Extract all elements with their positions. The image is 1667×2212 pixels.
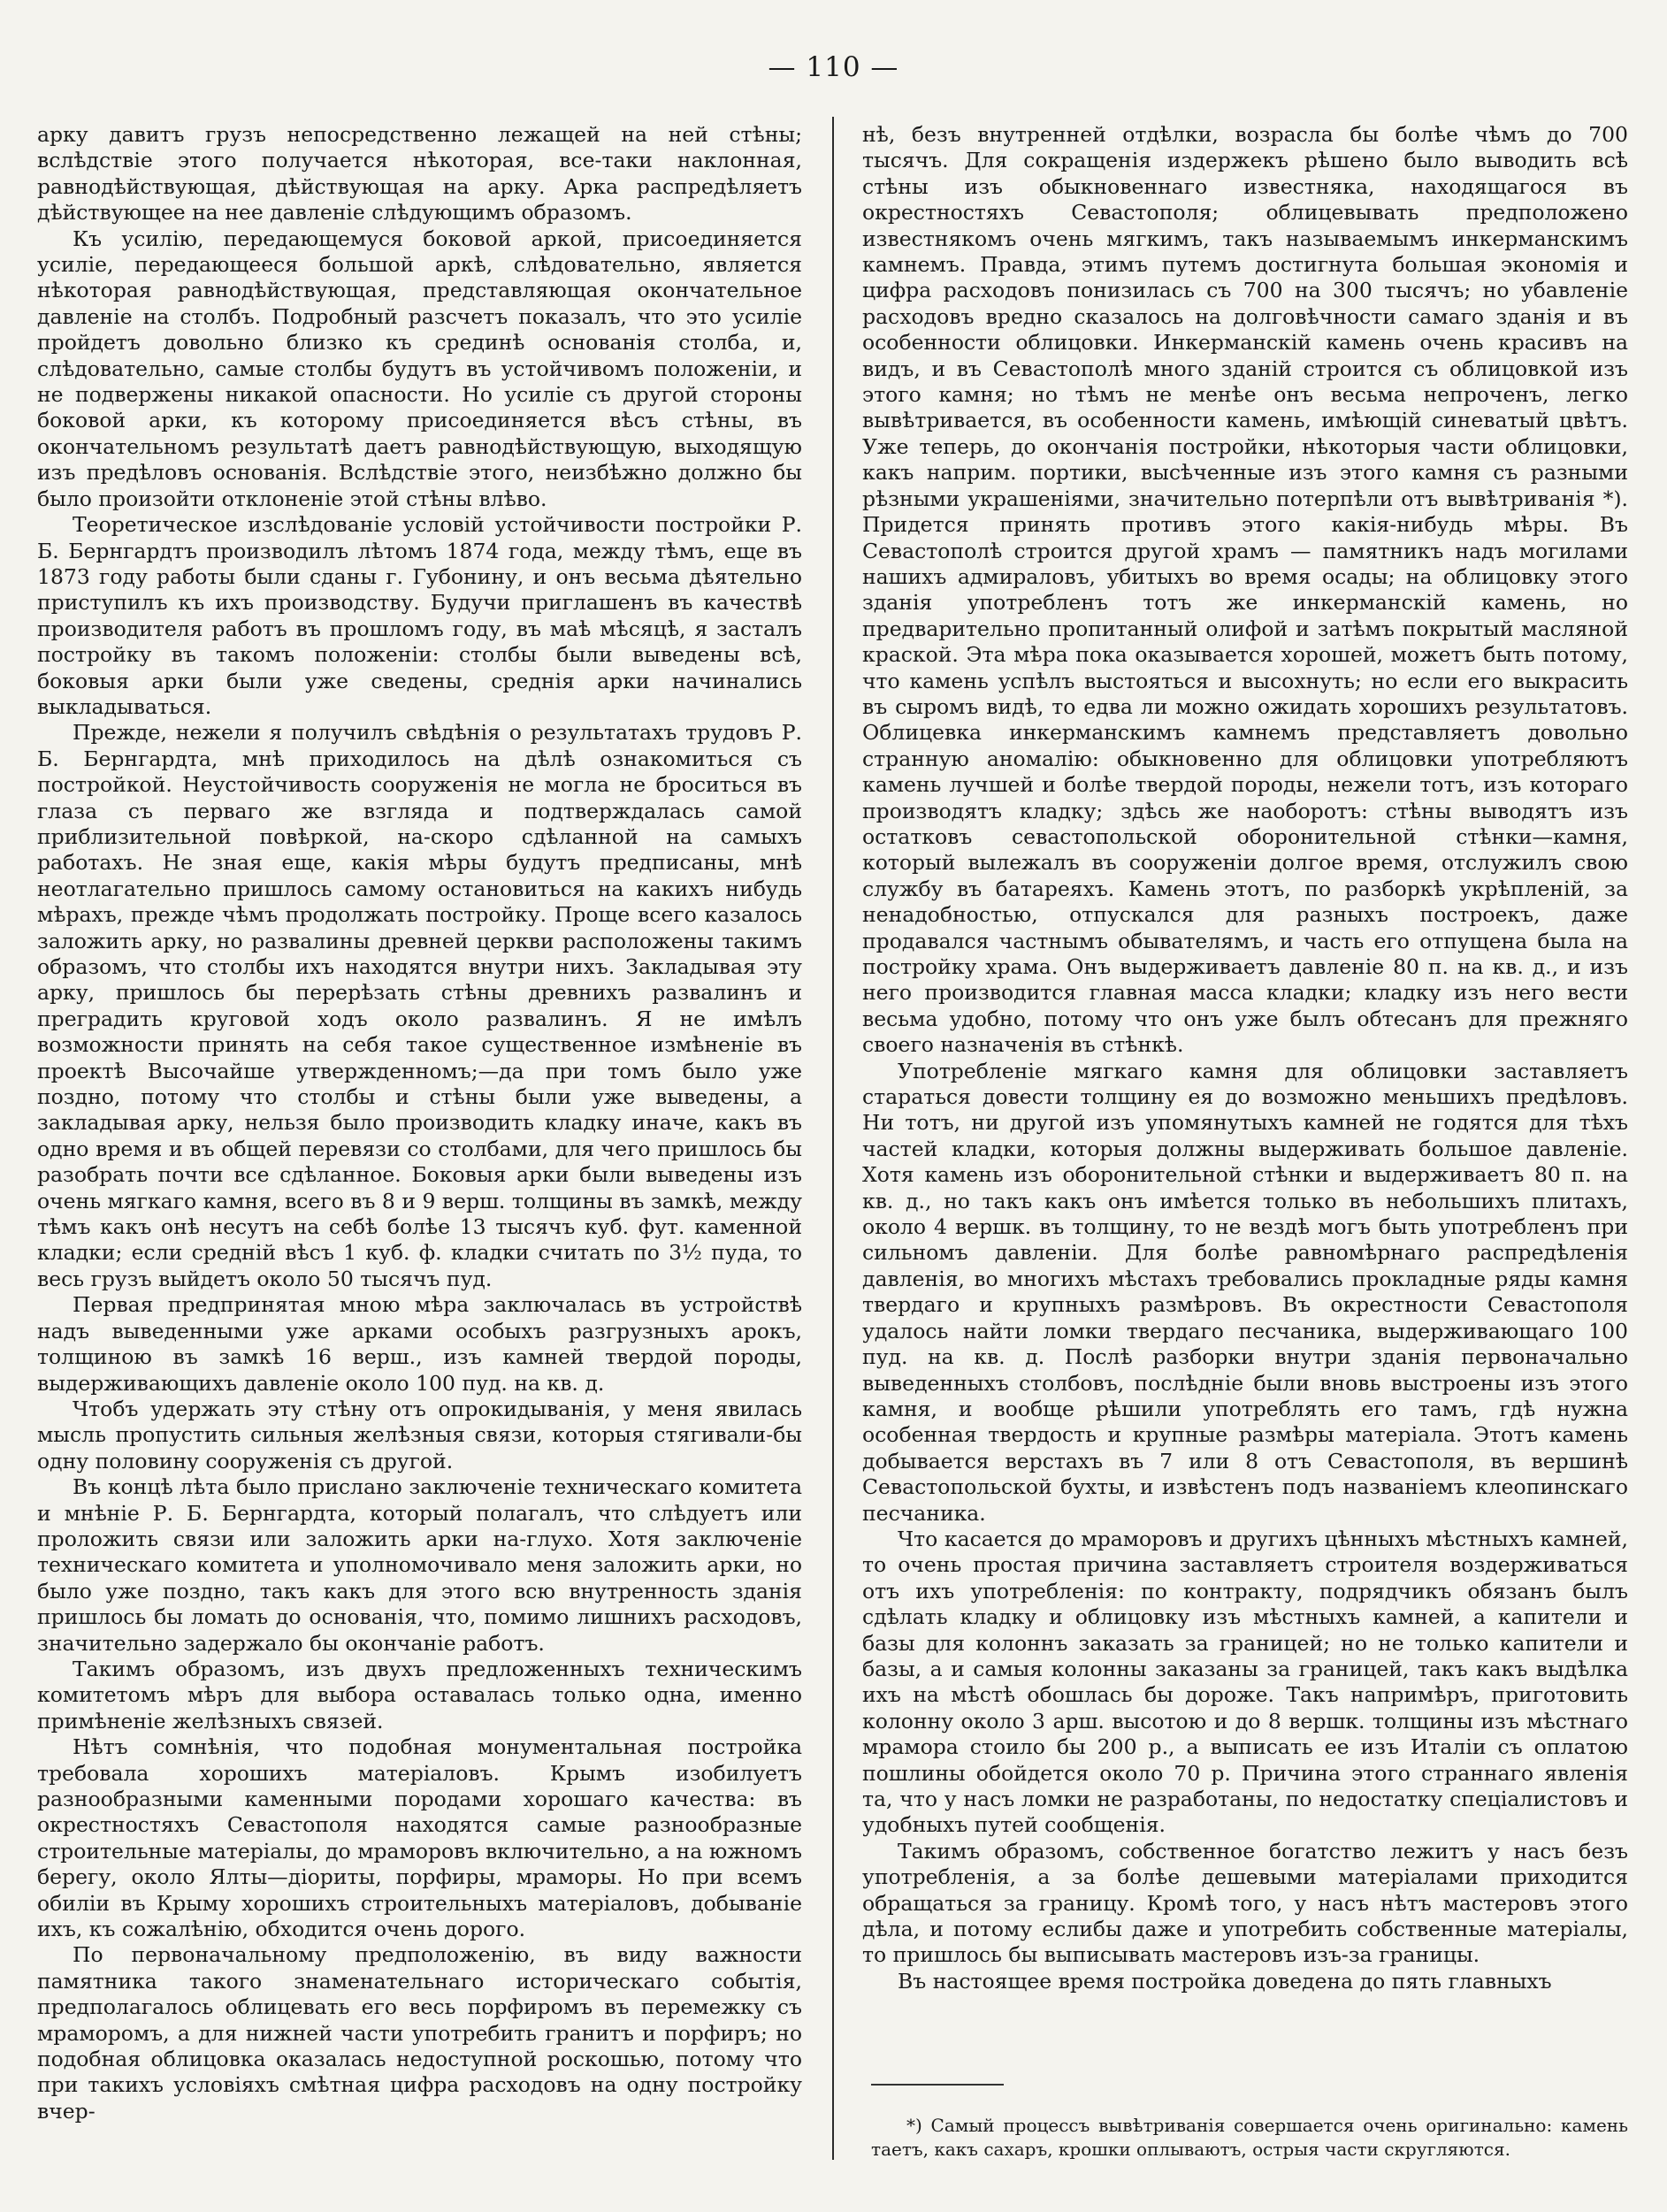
paragraph: Теоретическое изслѣдованіе условій устойчивости постройки Р. Б. Бернгардтъ производилъ лѣтомъ 1874 года, между тѣмъ, еще въ 1873 году работы были сданы г. Губонину, и онъ весьма дѣятельно приступилъ къ ихъ производству. Будучи приглашенъ въ качествѣ производителя работъ въ прошломъ году, въ маѣ мѣсяцѣ, я засталъ постройку въ такомъ положеніи: столбы были выведены всѣ, боковыя арки были уже сведены, среднія арки начинались выкладываться.	[37, 512, 802, 719]
paragraph: Что касается до мраморовъ и другихъ цѣнныхъ мѣстныхъ камней, то очень простая причина заставляетъ строителя воздерживаться отъ ихъ употребленія: по контракту, подрядчикъ обязанъ былъ сдѣлать кладку и облицовку изъ мѣстныхъ камней, а капители и базы для колоннъ заказать за границей; но не только капители и базы, а и самыя колонны заказаны за границей, такъ какъ выдѣлка ихъ на мѣстѣ обошлась бы дороже. Такъ напримѣръ, приготовить колонну около 3 арш. высотою и до 8 вершк. толщины изъ мѣстнаго мрамора стоило бы 200 р., а выписать ее изъ Италіи съ оплатою пошлины обойдется около 70 р. Причина этого страннаго явленія та, что у насъ ломки не разработаны, по недостатку спеціалистовъ и удобныхъ путей сообщенія.	[862, 1526, 1628, 1838]
paragraph: Чтобъ удержать эту стѣну отъ опрокидыванія, у меня явилась мысль пропустить сильныя желѣзныя связи, которыя стягивали-бы одну половину сооруженія съ другой.	[37, 1396, 802, 1473]
paragraph: Въ концѣ лѣта было прислано заключеніе техническаго комитета и мнѣніе Р. Б. Бернгардта, который полагалъ, что слѣдуетъ или проложить связи или заложить арки на-глухо. Хотя заключеніе техническаго комитета и уполномочивало меня заложить арки, но было уже поздно, такъ какъ для этого всю внутренность зданія пришлось бы ломать до основанія, что, помимо лишнихъ расходовъ, значительно задержало бы окончаніе работъ.	[37, 1474, 802, 1656]
right-column	[862, 122, 1628, 1994]
paragraph: Первая предпринятая мною мѣра заключалась въ устройствѣ надъ выведенными уже арками особыхъ разгрузныхъ арокъ, толщиною въ замкѣ 16 верш., изъ камней твердой породы, выдерживающихъ давленіе около 100 пуд. на кв. д.	[37, 1292, 802, 1396]
footnote	[871, 2114, 1628, 2162]
column-divider	[832, 117, 834, 2160]
paragraph: Въ настоящее время постройка доведена до пять главныхъ	[898, 1968, 1552, 1994]
paragraph: Употребленіе мягкаго камня для облицовки заставляетъ стараться довести толщину ея до возможно меньшихъ предѣловъ. Ни тотъ, ни другой изъ упомянутыхъ камней не годятся для тѣхъ частей кладки, которыя должны выдерживать большое давленіе. Хотя камень изъ оборонительной стѣнки и выдерживаетъ 80 п. на кв. д., но такъ какъ онъ имѣется только въ небольшихъ плитахъ, около 4 вершк. въ толщину, то не вездѣ могъ быть употребленъ при сильномъ давленіи. Для болѣе равномѣрнаго распредѣленія давленія, во многихъ мѣстахъ требовались прокладные ряды камня твердаго и крупныхъ размѣровъ. Въ окрестности Севастополя удалось найти ломки твердаго песчаника, выдерживающаго 100 пуд. на кв. д. Послѣ разборки внутри зданія первоначально выведенныхъ столбовъ, послѣдніе были вновь выстроены изъ этого камня, и вообще рѣшили употреблять его тамъ, гдѣ нужна особенная твердость и крупные размѣры матеріала. Этотъ камень добывается верстахъ въ 7 или 8 отъ Севастополя, въ вершинѣ Севастопольской бухты, и извѣстенъ подъ названіемъ клеопинскаго песчаника.	[862, 1058, 1628, 1526]
paragraph: Нѣтъ сомнѣнія, что подобная монументальная постройка требовала хорошихъ матеріаловъ. Крымъ изобилуетъ разнообразными каменными породами хорошаго качества: въ окрестностяхъ Севастополя находятся самые разнообразные строительные матеріалы, до мраморовъ включительно, а на южномъ берегу, около Ялты—діориты, порфиры, мраморы. Но при всемъ обиліи въ Крыму хорошихъ строительныхъ матеріаловъ, добываніе ихъ, къ сожалѣнію, обходится очень дорого.	[37, 1734, 802, 1942]
paragraph: нѣ, безъ внутренней отдѣлки, возрасла бы болѣе чѣмъ до 700 тысячъ. Для сокращенія издержекъ рѣшено было выводить всѣ стѣны изъ обыкновеннаго известняка, находящагося въ окрестностяхъ Севастополя; облицевывать предположено известнякомъ очень мягкимъ, такъ называемымъ инкерманскимъ камнемъ. Правда, этимъ путемъ достигнута большая экономія и цифра расходовъ понизилась съ 700 на 300 тысячъ; но убавленіе расходовъ вредно сказалось на долговѣчности самаго зданія и въ особенности облицовки. Инкерманскій камень очень красивъ на видъ, и въ Севастополѣ много зданій строится съ облицовкой изъ этого камня; но тѣмъ не менѣе онъ весьма непроченъ, легко вывѣтривается, въ особенности камень, имѣющій синеватый цвѣтъ. Уже теперь, до окончанія постройки, нѣкоторыя части облицовки, какъ наприм. портики, высѣченные изъ этого камня съ разными рѣзными украшеніями, значительно потерпѣли отъ вывѣтриванія *). Придется принять противъ этого какія-нибудь мѣры. Въ Севастополѣ строится другой храмъ — памятникъ надъ могилами нашихъ адмираловъ, убитыхъ во время осады; на облицовку этого зданія употребленъ тотъ же инкерманскій камень, но предварительно пропитанный олифой и затѣмъ покрытый масляной краской. Эта мѣра пока оказывается хорошей, можетъ быть потому, что камень успѣлъ выстояться и высохнуть; но если его выкрасить въ сыромъ видѣ, то едва ли можно ожидать хорошихъ результатовъ. Облицевка инкерманскимъ камнемъ представляетъ довольно странную аномалію: обыкновенно для облицовки употребляютъ камень лучшей и болѣе твердой породы, нежели тотъ, изъ котораго производятъ кладку; здѣсь же наоборотъ: стѣны выводятъ изъ остатковъ севастопольской оборонительной стѣнки—камня, который вылежалъ въ сооруженіи долгое время, отслужилъ свою службу въ батареяхъ. Камень этотъ, по разборкѣ укрѣпленій, за ненадобностью, отпускался для разныхъ построекъ, даже продавался частнымъ обывателямъ, и часть его отпущена была на постройку храма. Онъ выдерживаетъ давленіе 80 п. на кв. д., и изъ него производится главная масса кладки; кладку изъ него вести весьма удобно, потому что онъ уже былъ обтесанъ для прежняго своего назначенія въ стѣнкѣ.	[862, 122, 1628, 1058]
footnote-text: *) Самый процессъ вывѣтриванія совершается очень оригинально: камень таетъ, какъ сахаръ, крошки оплываютъ, острыя части скругляются.	[871, 2115, 1628, 2160]
page-number: — 110 —	[768, 51, 899, 83]
paragraph: Прежде, нежели я получилъ свѣдѣнія о результатахъ трудовъ Р. Б. Бернгардта, мнѣ приходилось на дѣлѣ ознакомиться съ постройкой. Неустойчивость сооруженія не могла не броситься въ глаза съ перваго же взгляда и подтверждалась самой приблизительной повѣркой, на-скоро сдѣланной на самыхъ работахъ. Не зная еще, какія мѣры будутъ предписаны, мнѣ неотлагательно пришлось самому остановиться на какихъ нибудь мѣрахъ, прежде чѣмъ продолжать постройку. Проще всего казалось заложить арку, но развалины древней церкви расположены такимъ образомъ, что столбы ихъ находятся внутри нихъ. Закладывая эту арку, пришлось бы перерѣзать стѣны древнихъ развалинъ и преградить круговой ходъ около развалинъ. Я не имѣлъ возможности принять на себя такое существенное измѣненіе въ проектѣ Высочайше утвержденномъ;—да при томъ было уже поздно, потому что столбы и стѣны были уже выведены, а закладывая арку, нельзя было производить кладку иначе, какъ въ одно время и въ общей перевязи со столбами, для чего пришлось бы разобрать почти все сдѣланное. Боковыя арки были выведены изъ очень мягкаго камня, всего въ 8 и 9 верш. толщины въ замкѣ, между тѣмъ какъ онѣ несутъ на себѣ болѣе 13 тысячъ куб. фут. каменной кладки; если средній вѣсъ 1 куб. ф. кладки считать по 3½ пуда, то весь грузъ выйдетъ около 50 тысячъ пуд.	[37, 720, 802, 1291]
footnote-rule	[871, 2084, 1004, 2086]
paragraph: арку давитъ грузъ непосредственно лежащей на ней стѣны; вслѣдствіе этого получается нѣкоторая, все-таки наклонная, равнодѣйствующая, дѣйствующая на арку. Арка распредѣляетъ дѣйствующее на нее давленіе слѣдующимъ образомъ.	[37, 122, 802, 226]
paragraph: Такимъ образомъ, собственное богатство лежитъ у насъ безъ употребленія, а за болѣе дешевыми матеріалами приходится обращаться за границу. Кромѣ того, у насъ нѣтъ мастеровъ этого дѣла, и потому еслибы даже и употребить собственные матеріалы, то пришлось бы выписывать мастеровъ изъ-за границы.	[862, 1838, 1628, 1968]
left-column	[37, 122, 802, 2124]
paragraph: По первоначальному предположенію, въ виду важности памятника такого знаменательнаго историческаго событія, предполагалось облицевать его весь порфиромъ въ перемежку съ мраморомъ, а для нижней части употребить гранитъ и порфиръ; но подобная облицовка оказалась недоступной роскошью, потому что при такихъ условіяхъ смѣтная цифра расходовъ на одну постройку вчер-	[37, 1942, 802, 2124]
paragraph: Такимъ образомъ, изъ двухъ предложенныхъ техническимъ комитетомъ мѣръ для выбора оставалась только одна, именно примѣненіе желѣзныхъ связей.	[37, 1656, 802, 1734]
paragraph: Къ усилію, передающемуся боковой аркой, присоединяется усиліе, передающееся большой аркѣ, слѣдовательно, является нѣкоторая равнодѣйствующая, представляющая окончательное давленіе на столбъ. Подробный разсчетъ показалъ, что это усиліе пройдетъ довольно близко къ срединѣ основанія столба, и, слѣдовательно, самые столбы будутъ въ устойчивомъ положеніи, и не подвержены никакой опасности. Но усиліе съ другой стороны боковой арки, къ которому присоединяется вѣсъ стѣны, въ окончательномъ результатѣ даетъ равнодѣйствующую, выходящую изъ предѣловъ основанія. Вслѣдствіе этого, неизбѣжно должно бы было произойти отклоненіе этой стѣны влѣво.	[37, 226, 802, 511]
